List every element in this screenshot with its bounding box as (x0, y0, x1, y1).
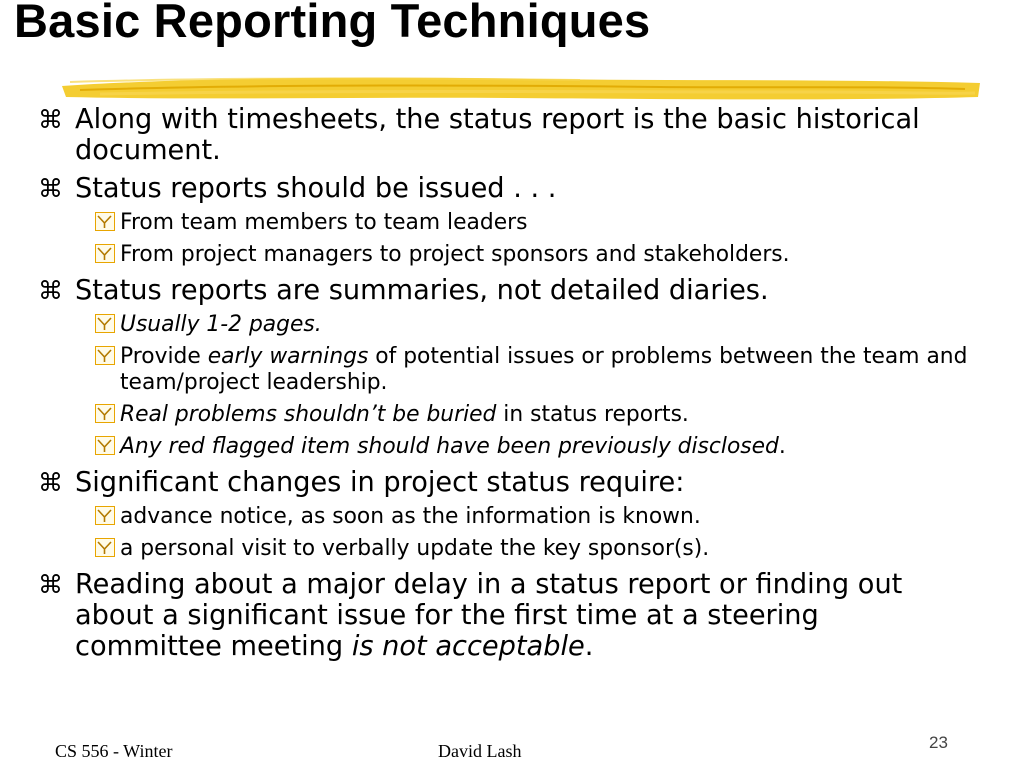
checkmark-box-bullet-icon (95, 212, 115, 231)
checkmark-box-bullet-icon (95, 244, 115, 263)
checkmark-box-bullet-icon (95, 506, 115, 525)
bullet-text: Status reports should be issued . . . (75, 173, 557, 204)
sub-bullet-text: From team members to team leaders (120, 210, 528, 235)
bullet-text: Reading about a major delay in a status report or finding out about a significant issue for the first time at a steering committee meeting (75, 569, 903, 662)
bullet-text: Along with timesheets, the status report is the basic historical document. (75, 104, 920, 166)
sub-bullet-text: advance notice, as soon as the information is known. (120, 504, 701, 529)
checkmark-box-bullet-icon (95, 404, 115, 423)
bullet-text: Status reports are summaries, not detailed diaries. (75, 275, 769, 306)
sub-bullet-emphasis: Any red flagged item should have been previously disclosed (120, 434, 779, 459)
footer-course: CS 556 - Winter (55, 741, 173, 761)
checkmark-box-bullet-icon (95, 314, 115, 333)
sub-bullet-emphasis: Real problems shouldn’t be buried (120, 402, 497, 427)
command-key-bullet-icon: ⌘ (38, 174, 63, 203)
command-key-bullet-icon: ⌘ (38, 276, 63, 305)
sub-bullet (0, 344, 1024, 396)
footer-author: David Lash (438, 741, 522, 761)
sub-bullet-text: . (778, 434, 786, 459)
sub-bullet (0, 434, 1024, 460)
sub-bullet (0, 210, 1024, 236)
bullet-emphasis: is not acceptable (351, 631, 585, 662)
sub-bullet-emphasis: early warnings (207, 344, 369, 369)
command-key-bullet-icon: ⌘ (38, 570, 63, 599)
sub-bullet-text: Provide (120, 344, 208, 369)
bullet-2 (0, 173, 1024, 204)
slide-title: Basic Reporting Techniques (14, 0, 651, 47)
bullet-text: Significant changes in project status require: (75, 467, 685, 498)
sub-bullet (0, 504, 1024, 530)
checkmark-box-bullet-icon (95, 436, 115, 455)
bullet-5 (0, 569, 1024, 662)
sub-bullet (0, 536, 1024, 562)
bullet-1 (0, 104, 1024, 166)
bullet-4 (0, 467, 1024, 498)
page-number: 23 (929, 733, 948, 752)
sub-bullet (0, 312, 1024, 338)
sub-bullet (0, 242, 1024, 268)
sub-bullet-text: From project managers to project sponsors and stakeholders. (120, 242, 790, 267)
bullet-list (0, 104, 1024, 662)
sub-bullet-text: in status reports. (496, 402, 689, 427)
bullet-text: . (584, 631, 594, 662)
checkmark-box-bullet-icon (95, 346, 115, 365)
sub-bullet-text: of potential issues or problems between the team and team/project leadership. (120, 344, 968, 395)
bullet-3 (0, 275, 1024, 306)
command-key-bullet-icon: ⌘ (38, 105, 63, 134)
sub-bullet (0, 402, 1024, 428)
command-key-bullet-icon: ⌘ (38, 468, 63, 497)
sub-bullet-text: a personal visit to verbally update the key sponsor(s). (120, 536, 710, 561)
sub-bullet-emphasis: Usually 1-2 pages. (120, 312, 322, 337)
checkmark-box-bullet-icon (95, 538, 115, 557)
